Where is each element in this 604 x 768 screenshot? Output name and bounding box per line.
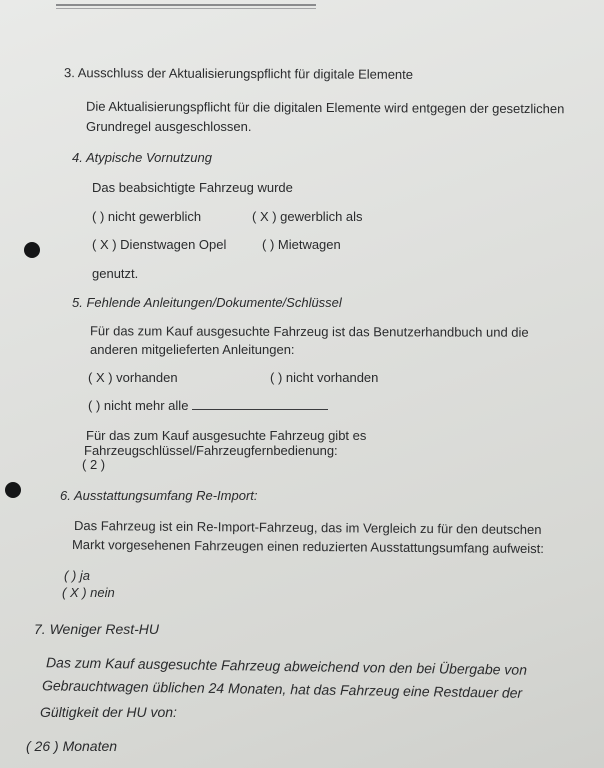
fill-in-line [192,397,328,410]
section-4-intro: Das beabsichtigte Fahrzeug wurde [92,180,293,195]
section-5-line-2: anderen mitgelieferten Anleitungen: [90,342,295,357]
section-3-heading: 3. Ausschluss der Aktualisierungspflicht für digitale Elemente [63,65,414,82]
checkbox-mietwagen: ( ) Mietwagen [262,237,341,252]
punch-hole [5,482,21,498]
section-4-outro: genutzt. [92,266,139,281]
section-5-line-1: Für das zum Kauf ausgesuchte Fahrzeug ist das Benutzerhandbuch und die [89,323,529,340]
checkbox-gewerblich-als: ( X ) gewerblich als [252,209,363,224]
section-6-line-1: Das Fahrzeug ist ein Re-Import-Fahrzeug, das im Vergleich zu für den deutschen [73,517,542,538]
section-7-line-2: Gebrauchtwagen üblichen 24 Monaten, hat das Fahrzeug eine Restdauer der [41,677,523,701]
checkbox-nicht-gewerblich: ( ) nicht gewerblich [92,209,202,224]
keys-line-2: Fahrzeugschlüssel/Fahrzeugfernbedienung: [84,443,338,458]
checkbox-nein: ( X ) nein [62,585,115,600]
section-6-line-2: Markt vorgesehenen Fahrzeugen einen reduzierten Ausstattungsumfang aufweist: [71,536,544,557]
top-rule [56,4,316,6]
punch-hole [24,242,40,258]
keys-line-1: Für das zum Kauf ausgesuchte Fahrzeug gibt es [86,428,367,443]
section-3-line-2: Grundregel ausgeschlossen. [86,119,252,134]
section-7-heading: 7. Weniger Rest-HU [34,621,160,637]
checkbox-vorhanden: ( X ) vorhanden [88,370,178,385]
section-5-heading: 5. Fehlende Anleitungen/Dokumente/Schlüssel [72,295,342,310]
checkbox-dienstwagen: ( X ) Dienstwagen Opel [92,237,227,252]
checkbox-nicht-mehr-alle [88,397,328,414]
top-rule-thin [56,8,316,9]
section-4-heading: 4. Atypische Vornutzung [72,150,212,165]
rest-hu-months: ( 26 ) Monaten [26,738,118,754]
checkbox-nicht-vorhanden: ( ) nicht vorhanden [270,370,379,385]
section-7-line-1: Das zum Kauf ausgesuchte Fahrzeug abweichend von den bei Übergabe von [45,654,528,678]
section-6-heading: 6. Ausstattungsumfang Re-Import: [60,488,258,503]
section-7-line-3: Gültigkeit der HU von: [40,704,177,720]
checkbox-ja: ( ) ja [64,568,90,583]
section-3-line-1: Die Aktualisierungspflicht für die digitalen Elemente wird entgegen der gesetzlichen [85,98,565,117]
keys-count: ( 2 ) [82,457,106,472]
nicht-mehr-alle-label: ( ) nicht mehr alle [88,398,189,413]
